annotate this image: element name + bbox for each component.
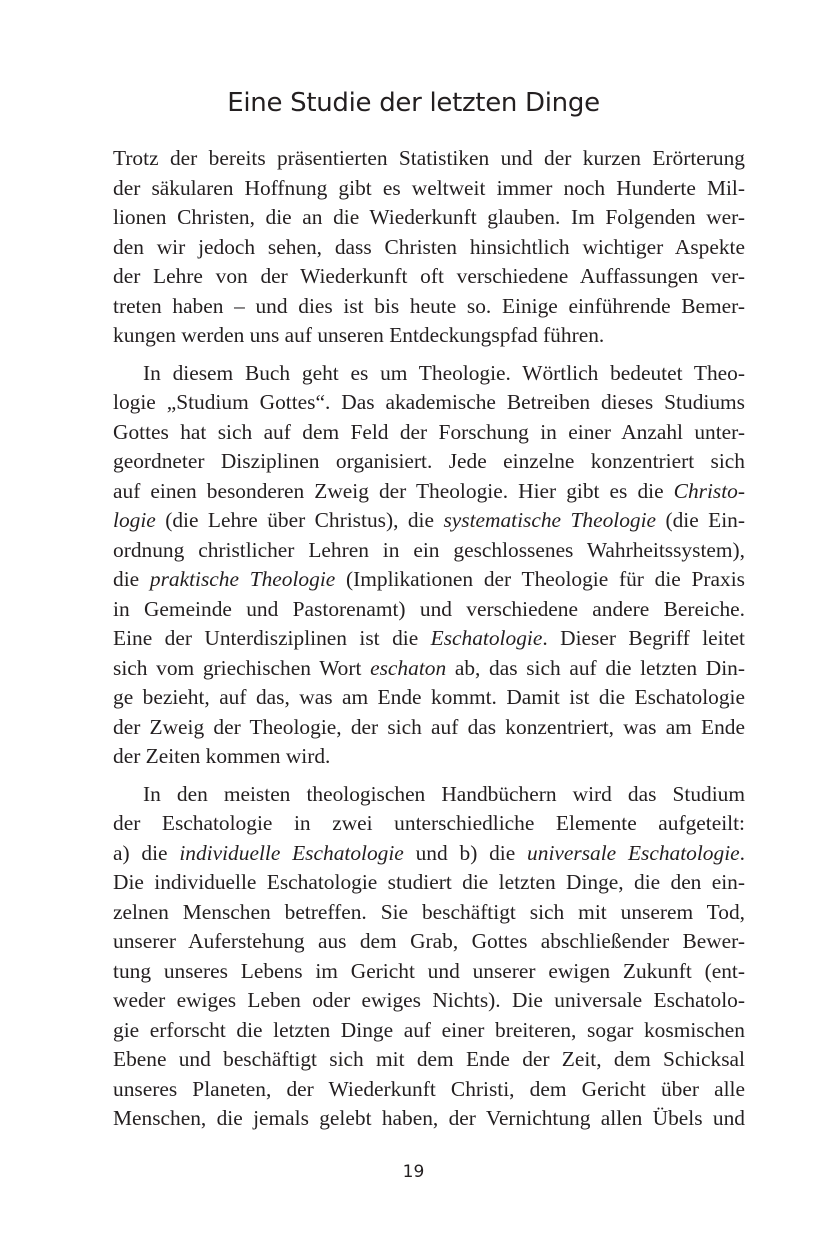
text-line: lionen Christen, die an die Wiederkunft glauben. Im Folgenden wer- [113,205,745,229]
italic-term: individuelle Eschatologie [179,840,404,865]
text-line: gie erforscht die letzten Dinge auf einer breiteren, sogar kosmischen [113,1017,745,1042]
text-line: der Eschatologie in zwei unterschiedliche Elemente aufgeteilt: [113,811,745,835]
text-line: logie „Studium Gottes“. Das akademische Betreiben dieses Studiums [113,390,745,414]
paragraph-gap [113,351,745,359]
text-line: In den meisten theologischen Handbüchern wird das Studium [143,781,745,806]
paragraph-1 [113,144,745,351]
text-line: treten haben – und dies ist bis heute so. Einige einführende Bemer- [113,293,745,318]
paragraph-gap [113,772,745,780]
text-line: geordneter Disziplinen organisiert. Jede einzelne konzentriert sich [113,449,745,473]
text-line: logie (die Lehre über Christus), die systematische Theologie (die Ein- [113,508,745,532]
text-line: die praktische Theologie (Implikationen der Theologie für die Praxis [113,567,745,591]
text-line: in Gemeinde und Pastorenamt) und verschiedene andere Bereiche. [113,596,745,621]
italic-term: universale Eschatologie [527,840,740,865]
text-line: Trotz der bereits präsentierten Statistiken und der kurzen Erörterung [113,146,745,170]
italic-term: Christo- [673,478,745,503]
italic-term: logie [113,508,156,532]
italic-term: systematische Theologie [443,508,657,532]
paragraph-3 [113,780,745,1134]
text-line: unserer Auferstehung aus dem Grab, Gottes abschließender Bewer- [113,929,745,953]
text-line: ge bezieht, auf das, was am Ende kommt. Damit ist die Eschatologie [113,685,745,709]
text-line: den wir jedoch sehen, dass Christen hinsichtlich wichtiger Aspekte [113,234,745,259]
text-line: kungen werden uns auf unseren Entdeckungspfad führen. [113,323,605,347]
text-line: In diesem Buch geht es um Theologie. Wörtlich bedeutet Theo- [143,360,745,385]
text-line: zelnen Menschen betreffen. Sie beschäftigt sich mit unserem Tod, [113,899,745,924]
page-number: 19 [402,1162,425,1182]
text-line: ordnung christlicher Lehren in ein geschlossenes Wahrheitssystem), [113,537,745,562]
italic-term: praktische Theologie [149,567,336,591]
italic-term: eschaton [370,655,447,680]
text-line: Menschen, die jemals gelebt haben, der Vernichtung allen Übels und [113,1106,745,1130]
text-line: der Zeiten kommen wird. [113,744,331,768]
text-line: sich vom griechischen Wort eschaton ab, das sich auf die letzten Din- [113,655,745,680]
text-line: Ebene und beschäftigt sich mit dem Ende der Zeit, dem Schicksal [113,1047,745,1071]
text-line: Eine der Unterdisziplinen ist die Eschatologie. Dieser Begriff leitet [113,626,745,650]
paragraph-2 [113,359,745,772]
text-line: Gottes hat sich auf dem Feld der Forschung in einer Anzahl unter- [113,419,745,444]
text-line: Die individuelle Eschatologie studiert die letzten Dinge, die den ein- [113,870,745,894]
text-line: auf einen besonderen Zweig der Theologie. Hier gibt es die Christo- [113,478,745,503]
text-line: tung unseres Lebens im Gericht und unserer ewigen Zukunft (ent- [113,958,745,983]
page-title: Eine Studie der letzten Dinge [227,88,600,118]
italic-term: Eschatologie [430,626,543,650]
text-line: der säkularen Hoffnung gibt es weltweit immer noch Hunderte Mil- [113,175,745,200]
text-line: der Lehre von der Wiederkunft oft verschiedene Auffassungen ver- [113,264,745,288]
text-line: der Zweig der Theologie, der sich auf das konzentriert, was am Ende [113,714,745,739]
text-line: weder ewiges Leben oder ewiges Nichts). Die universale Eschatolo- [113,988,745,1012]
text-line: unseres Planeten, der Wiederkunft Christi, dem Gericht über alle [113,1076,745,1101]
text-line: a) die individuelle Eschatologie und b) die universale Eschatologie. [113,840,745,865]
body-text [113,144,745,1134]
